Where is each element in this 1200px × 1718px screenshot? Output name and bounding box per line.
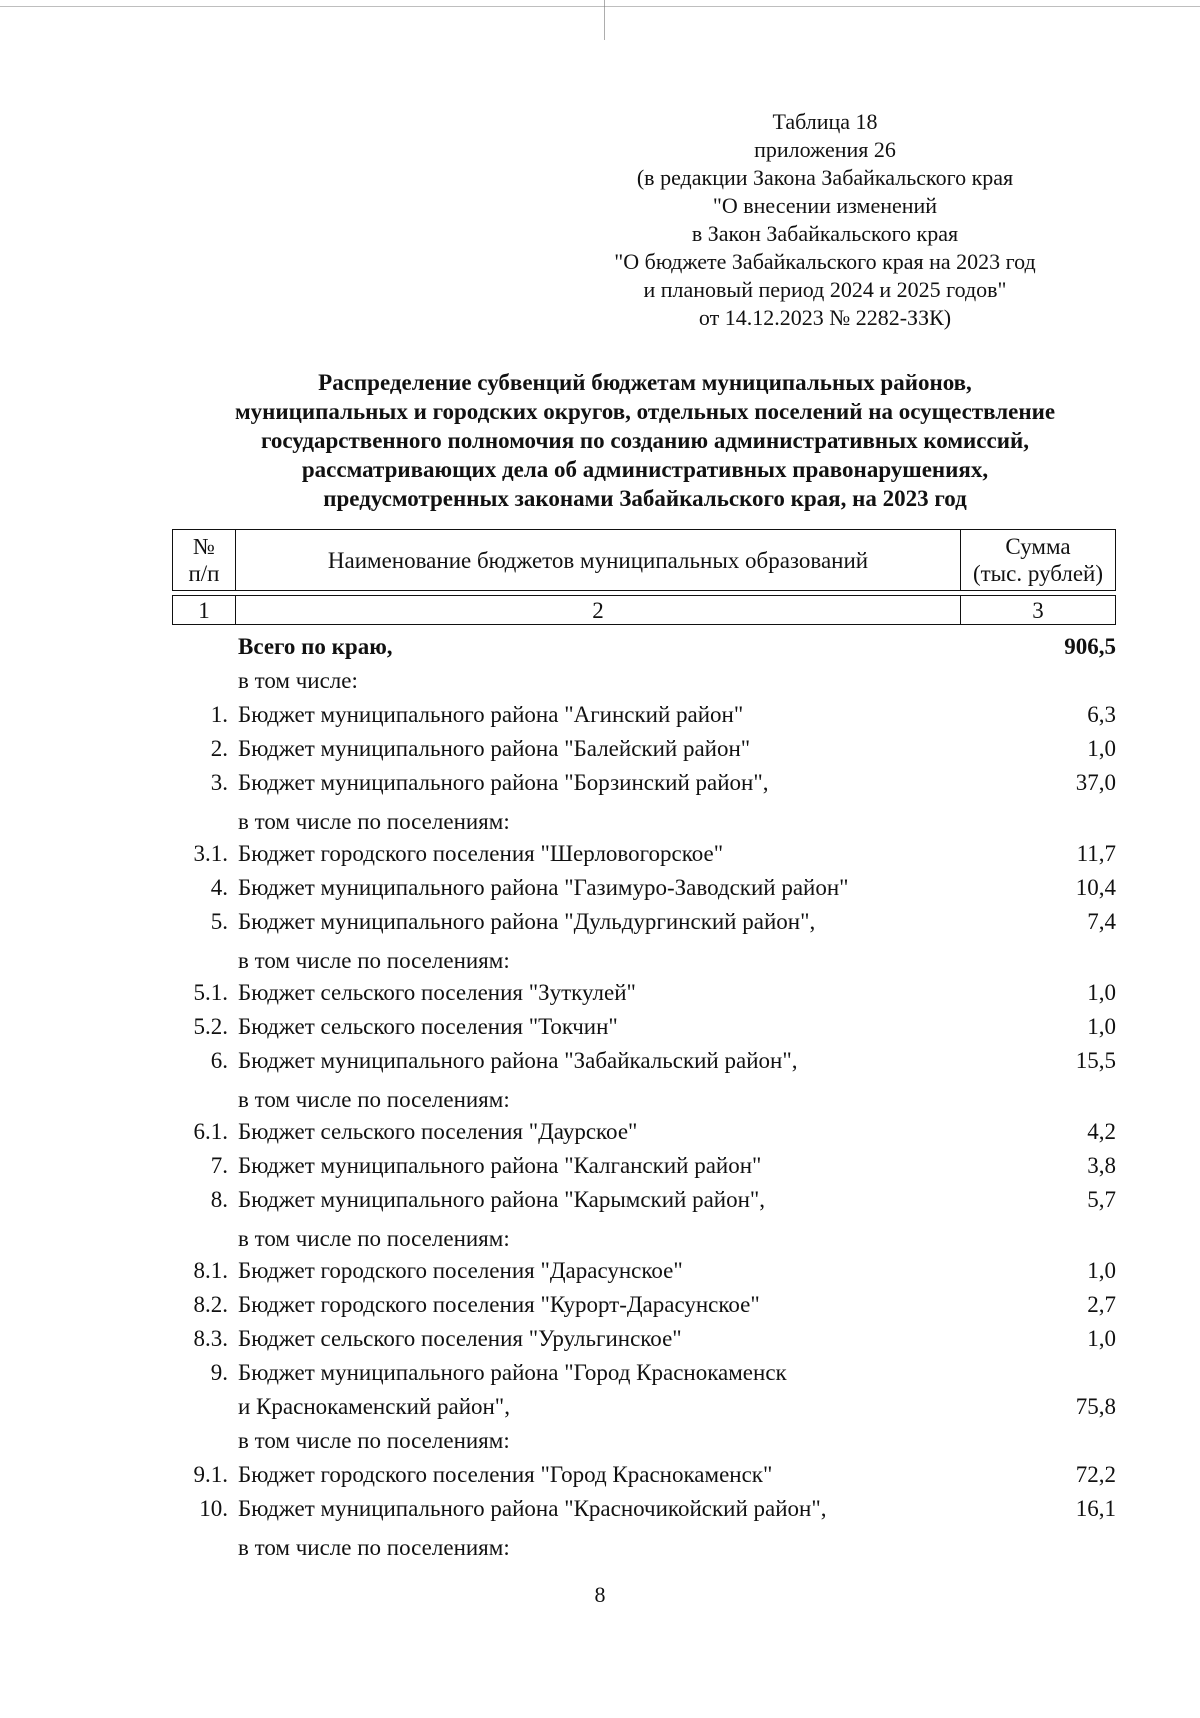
table-body xyxy=(172,630,1116,1563)
column-index-2: 2 xyxy=(236,596,961,625)
row-number: 3.1. xyxy=(193,841,228,866)
row-name: Бюджет сельского поселения "Даурское" xyxy=(238,1119,638,1144)
row-number: 3. xyxy=(210,770,228,795)
row-name: Бюджет муниципального района "Борзинский район", xyxy=(238,770,769,795)
header-line: "О внесении изменений xyxy=(712,193,938,218)
table-row xyxy=(172,1183,1116,1217)
header-line: и плановый период 2024 и 2025 годов" xyxy=(643,277,1007,302)
table-row xyxy=(172,1217,1116,1254)
row-name: Всего по краю, xyxy=(238,634,393,659)
row-amount: 1,0 xyxy=(1087,736,1116,761)
table-row xyxy=(172,939,1116,976)
row-amount: 1,0 xyxy=(1087,1258,1116,1283)
row-amount: 10,4 xyxy=(1075,875,1116,900)
scan-mark xyxy=(604,0,605,40)
page-number: 8 xyxy=(594,1582,606,1607)
row-number: 8.2. xyxy=(193,1292,228,1317)
row-amount: 1,0 xyxy=(1087,1014,1116,1039)
row-number: 6. xyxy=(210,1048,228,1073)
row-name: Бюджет муниципального района "Карымский район", xyxy=(238,1187,766,1212)
table-row xyxy=(172,1356,1116,1390)
title-line: рассматривающих дела об административных правонарушениях, xyxy=(301,457,989,482)
row-number: 5. xyxy=(210,909,228,934)
row-number: 1. xyxy=(210,702,228,727)
row-number: 7. xyxy=(210,1153,228,1178)
row-name: в том числе по поселениям: xyxy=(238,1226,510,1251)
row-name: Бюджет городского поселения "Дарасунское" xyxy=(238,1258,683,1283)
row-number: 6.1. xyxy=(193,1119,228,1144)
row-number: 10. xyxy=(199,1496,228,1521)
table-row xyxy=(172,1115,1116,1149)
row-name: в том числе по поселениям: xyxy=(238,1428,510,1453)
row-number: 4. xyxy=(210,875,228,900)
row-name: Бюджет муниципального района "Дульдургинский район", xyxy=(238,909,816,934)
row-number: 2. xyxy=(210,736,228,761)
table-row xyxy=(172,1424,1116,1458)
row-name: в том числе по поселениям: xyxy=(238,948,510,973)
row-name: в том числе по поселениям: xyxy=(238,809,510,834)
scan-border-line xyxy=(0,6,1200,7)
row-name: Бюджет муниципального района "Калганский район" xyxy=(238,1153,762,1178)
row-name: Бюджет муниципального района "Забайкальский район", xyxy=(238,1048,798,1073)
row-amount: 2,7 xyxy=(1087,1292,1116,1317)
table-row xyxy=(172,1078,1116,1115)
header-line: в Закон Забайкальского края xyxy=(691,221,959,246)
row-number: 5.1. xyxy=(193,980,228,1005)
table-row xyxy=(172,1322,1116,1356)
row-name: Бюджет муниципального района "Красночикойский район", xyxy=(238,1496,827,1521)
row-name: Бюджет сельского поселения "Урульгинское" xyxy=(238,1326,682,1351)
row-amount: 16,1 xyxy=(1075,1496,1116,1521)
table-row xyxy=(172,1390,1116,1424)
row-name: Бюджет сельского поселения "Токчин" xyxy=(238,1014,618,1039)
row-name: и Краснокаменский район", xyxy=(238,1394,510,1419)
table-row xyxy=(172,1254,1116,1288)
table-row xyxy=(172,800,1116,837)
table-row xyxy=(172,766,1116,800)
table-row xyxy=(172,1492,1116,1526)
row-name: в том числе: xyxy=(238,668,358,693)
table-header xyxy=(172,529,1116,625)
row-number: 9. xyxy=(210,1360,228,1385)
row-name: Бюджет муниципального района "Газимуро-Заводский район" xyxy=(238,875,849,900)
row-name: Бюджет городского поселения "Шерловогорское" xyxy=(238,841,724,866)
row-amount: 11,7 xyxy=(1076,841,1116,866)
document-header xyxy=(540,108,1110,332)
row-name: в том числе по поселениям: xyxy=(238,1535,510,1560)
document-title xyxy=(150,368,1140,513)
table-row xyxy=(172,630,1116,664)
table-row xyxy=(172,837,1116,871)
title-line: муниципальных и городских округов, отдельных поселений на осуществление xyxy=(234,399,1056,424)
row-amount: 906,5 xyxy=(1064,634,1116,659)
header-line: Таблица 18 xyxy=(772,109,878,134)
table-row xyxy=(172,664,1116,698)
row-number: 9.1. xyxy=(193,1462,228,1487)
row-name: Бюджет городского поселения "Курорт-Дарасунское" xyxy=(238,1292,760,1317)
table-row xyxy=(172,871,1116,905)
column-header-number: № п/п xyxy=(173,530,236,591)
row-number: 5.2. xyxy=(193,1014,228,1039)
row-amount: 6,3 xyxy=(1087,702,1116,727)
row-amount: 7,4 xyxy=(1087,909,1116,934)
table-row xyxy=(172,1149,1116,1183)
row-amount: 1,0 xyxy=(1087,1326,1116,1351)
title-line: Распределение субвенций бюджетам муниципальных районов, xyxy=(318,370,972,395)
row-amount: 5,7 xyxy=(1087,1187,1116,1212)
row-number: 8.3. xyxy=(193,1326,228,1351)
table-row xyxy=(172,1044,1116,1078)
row-name: Бюджет муниципального района "Город Краснокаменск xyxy=(238,1360,787,1385)
table-row xyxy=(172,732,1116,766)
table-row xyxy=(172,1010,1116,1044)
table-row xyxy=(172,698,1116,732)
row-name: в том числе по поселениям: xyxy=(238,1087,510,1112)
row-name: Бюджет муниципального района "Балейский район" xyxy=(238,736,751,761)
column-index-3: 3 xyxy=(961,596,1116,625)
row-number: 8. xyxy=(210,1187,228,1212)
row-name: Бюджет муниципального района "Агинский район" xyxy=(238,702,744,727)
header-line: "О бюджете Забайкальского края на 2023 год xyxy=(614,249,1036,274)
row-amount: 75,8 xyxy=(1075,1394,1116,1419)
column-header-amount: Сумма (тыс. рублей) xyxy=(961,530,1116,591)
row-amount: 3,8 xyxy=(1087,1153,1116,1178)
table-row xyxy=(172,905,1116,939)
column-index-1: 1 xyxy=(173,596,236,625)
row-name: Бюджет городского поселения "Город Краснокаменск" xyxy=(238,1462,773,1487)
table-row xyxy=(172,1458,1116,1492)
row-amount: 15,5 xyxy=(1075,1048,1116,1073)
header-line: приложения 26 xyxy=(754,137,896,162)
row-amount: 37,0 xyxy=(1075,770,1116,795)
row-amount: 4,2 xyxy=(1087,1119,1116,1144)
row-name: Бюджет сельского поселения "Зуткулей" xyxy=(238,980,636,1005)
title-line: государственного полномочия по созданию административных комиссий, xyxy=(261,428,1029,453)
header-line: от 14.12.2023 № 2282-ЗЗК) xyxy=(698,305,952,330)
row-amount: 1,0 xyxy=(1087,980,1116,1005)
row-number: 8.1. xyxy=(193,1258,228,1283)
title-line: предусмотренных законами Забайкальского края, на 2023 год xyxy=(323,486,967,511)
header-line: (в редакции Закона Забайкальского края xyxy=(636,165,1014,190)
row-amount: 72,2 xyxy=(1075,1462,1116,1487)
column-header-name: Наименование бюджетов муниципальных образований xyxy=(236,530,961,591)
table-row xyxy=(172,1288,1116,1322)
table-row xyxy=(172,976,1116,1010)
table-row xyxy=(172,1526,1116,1563)
